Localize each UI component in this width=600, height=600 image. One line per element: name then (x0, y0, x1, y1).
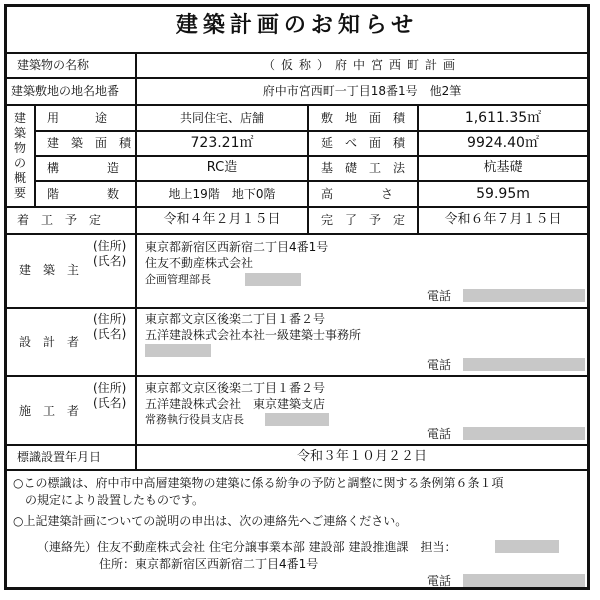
label-contractor: 施 工 者 (19, 404, 80, 418)
label-use: 用 途 (47, 111, 108, 125)
label-foundation: 基 礎 工 法 (321, 161, 406, 175)
label-building-overview: 建築物の概要 (13, 111, 26, 200)
label-site-address: 建築敷地の地名地番 (11, 84, 120, 98)
rule (135, 233, 137, 469)
redacted-phone (463, 358, 585, 371)
owner-address: 東京都新宿区西新宿二丁目4番1号 (145, 240, 329, 254)
note-line: の規定により設置したものです。 (13, 493, 205, 507)
value-height: 59.95m (476, 186, 530, 202)
rule (7, 104, 587, 106)
rule (34, 104, 36, 206)
redacted-phone (463, 289, 585, 302)
label-owner: 建 築 主 (19, 263, 80, 277)
label-phone: 電話 (427, 427, 452, 441)
value-building-area: 723.21㎡ (190, 135, 254, 151)
rule (7, 469, 587, 471)
label-phone: 電話 (427, 574, 452, 588)
rule (7, 52, 587, 54)
redacted-phone (463, 574, 585, 587)
value-use: 共同住宅、店舗 (179, 111, 264, 125)
label-completion: 完 了 予 定 (321, 213, 406, 227)
value-foundation: 杭基礎 (483, 160, 523, 175)
notice-title: 建築計画のお知らせ (175, 12, 419, 38)
value-floors: 地上19階 地下0階 (168, 187, 276, 201)
owner-representative: 企画管理部長 (145, 273, 211, 286)
label-address: (住所) (93, 381, 127, 395)
rule (7, 233, 587, 235)
note-line: ○この標識は、府中市中高層建築物の建築に係る紛争の予防と調整に関する条例第６条１項 (13, 476, 504, 490)
value-sign-date: 令和３年１０月２２日 (296, 449, 427, 464)
label-address: (住所) (93, 312, 127, 326)
label-construction-start: 着 工 予 定 (17, 213, 102, 227)
label-floors: 階 数 (47, 187, 120, 201)
label-building-area: 建 築 面 積 (47, 136, 132, 150)
label-designer: 設 計 者 (19, 335, 80, 349)
value-building-name: （仮称）府中宮西町計画 (262, 58, 461, 72)
label-name: (氏名) (93, 396, 127, 410)
owner-name: 住友不動産株式会社 (145, 256, 254, 270)
contractor-representative: 常務執行役員支店長 (145, 413, 244, 426)
rule (34, 130, 587, 132)
label-height: 高 さ (321, 187, 394, 201)
value-completion: 令和６年７月１５日 (444, 212, 562, 227)
value-structure: RC造 (206, 160, 238, 175)
redacted-phone (463, 427, 585, 440)
rule (7, 307, 587, 309)
redacted-name (245, 273, 301, 286)
contractor-name: 五洋建設株式会社 東京建築支店 (145, 397, 326, 411)
rule (7, 77, 587, 79)
contact-line: （連絡先）住友不動産株式会社 住宅分譲事業本部 建設部 建設推進課 担当： (37, 540, 457, 554)
rule (307, 104, 309, 233)
redacted-name (265, 413, 329, 426)
label-name: (氏名) (93, 327, 127, 341)
redacted-name (145, 344, 211, 357)
redacted-contact-person (495, 540, 559, 553)
rule (7, 206, 587, 208)
rule (7, 375, 587, 377)
rule (7, 444, 587, 446)
value-site-area: 1,611.35㎡ (464, 110, 542, 126)
value-construction-start: 令和４年２月１５日 (163, 212, 281, 227)
label-site-area: 敷 地 面 積 (321, 111, 406, 125)
note-line: ○上記建築計画についての説明の申出は、次の連絡先へご連絡ください。 (13, 514, 408, 528)
notice-board (4, 4, 590, 590)
contractor-address: 東京都文京区後楽二丁目１番２号 (145, 381, 326, 395)
value-total-floor-area: 9924.40㎡ (467, 135, 539, 151)
label-name: (氏名) (93, 254, 127, 268)
label-total-floor-area: 延 べ 面 積 (321, 136, 406, 150)
label-address: (住所) (93, 239, 127, 253)
rule (34, 155, 587, 157)
label-structure: 構 造 (47, 161, 120, 175)
contact-address: 住所：東京都新宿区西新宿二丁目4番1号 (99, 557, 319, 571)
label-phone: 電話 (427, 289, 452, 303)
label-building-name: 建築物の名称 (17, 58, 90, 72)
label-sign-date: 標識設置年月日 (17, 450, 102, 464)
value-site-address: 府中市宮西町一丁目18番1号 他2筆 (262, 84, 462, 98)
designer-name: 五洋建設株式会社本社一級建築士事務所 (145, 328, 362, 342)
rule (34, 180, 587, 182)
label-phone: 電話 (427, 358, 452, 372)
designer-address: 東京都文京区後楽二丁目１番２号 (145, 312, 326, 326)
